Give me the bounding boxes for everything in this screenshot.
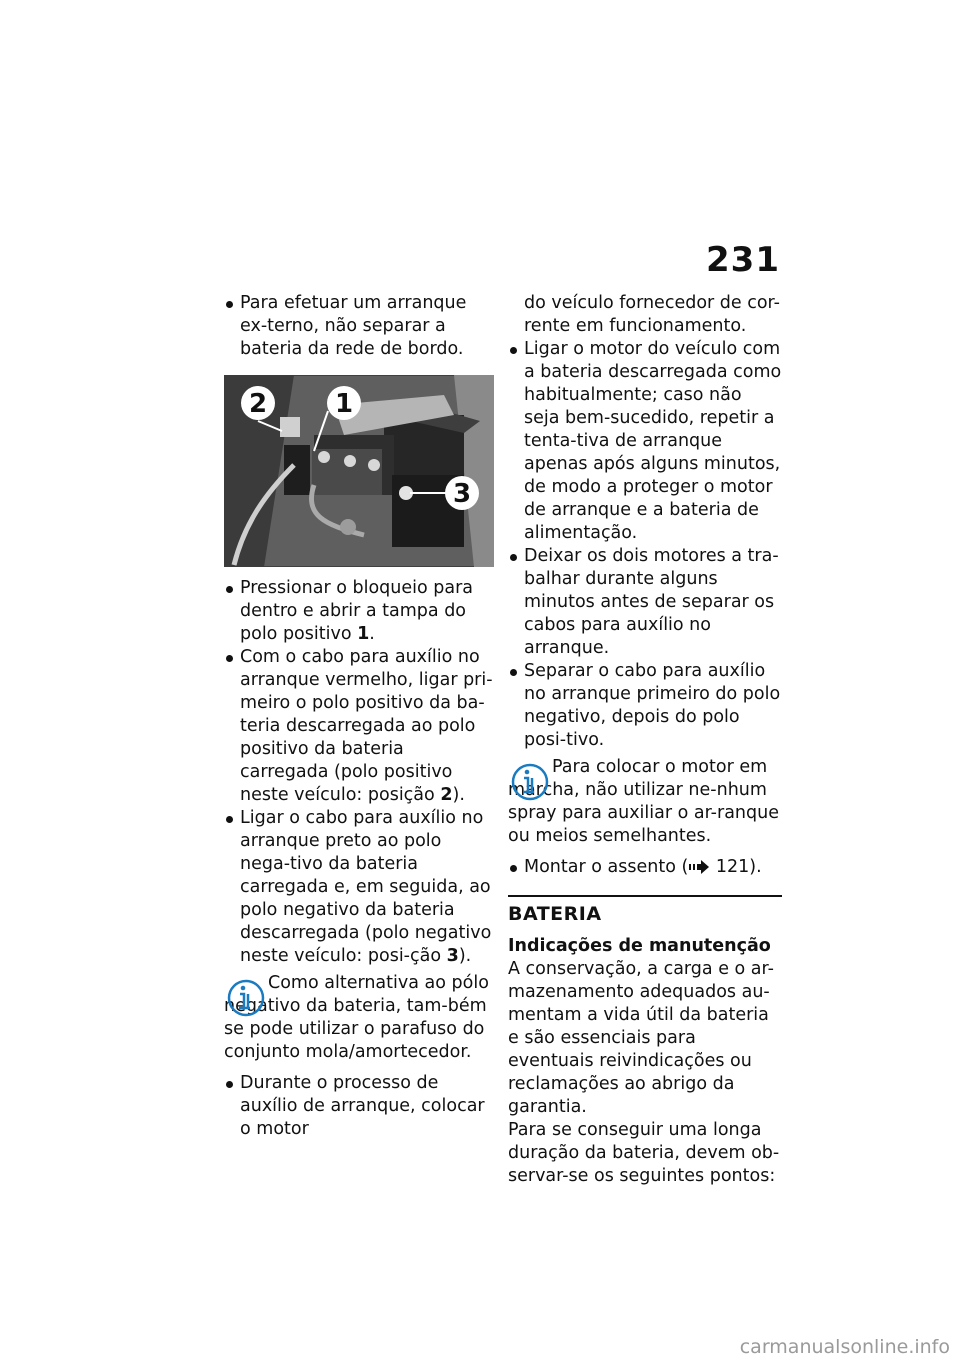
figure-label-3: 3 (452, 479, 472, 509)
bullet-text: Pressionar o bloqueio para dentro e abrir a tampa do polo positivo (240, 578, 473, 644)
section-title: BATERIA (508, 903, 602, 925)
right-column (508, 292, 782, 1188)
bullet-disconnect-cables: Separar o cabo para auxílio no arranque primeiro do polo negativo, depois do polo posi-tivo. (508, 660, 782, 752)
page-reference-arrow-icon (688, 860, 710, 874)
note-text: Como alternativa ao pólo negativo da bateria, tam-bém se pode utilizar o parafuso do conjunto mola/amortecedor. (224, 973, 489, 1062)
subsection-title: Indicações de manutenção (508, 936, 771, 956)
bullet-start-engine: Ligar o motor do veículo com a bateria descarregada como habitualmente; caso não seja bem-sucedido, repetir a tenta-tiva de arranque apenas após alguns minutos, de modo a proteger o motor de arranque e a bateria de alimentação. (508, 338, 782, 545)
position-ref-1: 1 (357, 624, 370, 644)
paragraph-maintenance: A conservação, a carga e o ar-mazenamento adequados au-mentam a vida útil da bateria e são essenciais para eventuais reivindicações ou reclamações ao abrigo da garantia. (508, 959, 774, 1117)
bullet-black-cable (224, 807, 496, 968)
bullet-text: Montar o assento ( (524, 857, 689, 877)
position-ref-3: 3 (446, 946, 459, 966)
info-icon (226, 978, 266, 1018)
bullet-end: ). (749, 857, 762, 877)
bullet-red-cable (224, 646, 496, 807)
note-text: Para colocar o motor em marcha, não utilizar ne-nhum spray para auxiliar o ar-ranque ou meios semelhantes. (508, 757, 779, 846)
bullet-no-disconnect: Para efetuar um arranque ex-terno, não separar a bateria da rede de bordo. (224, 292, 496, 361)
page-reference[interactable]: 121 (715, 857, 750, 877)
figure-label-1: 1 (334, 389, 354, 419)
bullet-open-positive-cover (224, 577, 496, 646)
bullet-end: ). (452, 785, 465, 805)
paragraph-longevity: Para se conseguir uma longa duração da bateria, devem ob-servar-se os seguintes pontos: (508, 1120, 780, 1186)
info-note-alternative-ground (224, 972, 496, 1064)
bullet-text: Ligar o cabo para auxílio no arranque preto ao polo nega-tivo da bateria carregada e, em seguida, ao polo negativo da bateria descarregada (polo negativo neste veículo: posi-ção (240, 808, 492, 966)
continuation-text: do veículo fornecedor de cor-rente em funcionamento. (524, 293, 780, 336)
info-icon (510, 762, 550, 802)
bullet-donor-engine: Durante o processo de auxílio de arranque, colocar o motor (224, 1072, 496, 1141)
bullet-mount-seat (508, 856, 782, 879)
section-divider (508, 895, 782, 897)
bullet-end: . (369, 624, 375, 644)
figure-label-2: 2 (248, 389, 268, 419)
info-note-no-spray (508, 756, 782, 848)
bullet-text: Com o cabo para auxílio no arranque vermelho, ligar pri-meiro o polo positivo da ba-teria descarregada ao polo positivo da bateria carregada (polo positivo neste veículo: posição (240, 647, 493, 805)
watermark: carmanualsonline.info (739, 1336, 950, 1358)
bullet-run-engines: Deixar os dois motores a tra-balhar durante alguns minutos antes de separar os cabos para auxílio no arranque. (508, 545, 782, 660)
position-ref-2: 2 (440, 785, 453, 805)
bullet-end: ). (458, 946, 472, 966)
left-column (224, 292, 496, 1141)
page-number: 231 (706, 240, 780, 280)
battery-photo (224, 375, 494, 567)
